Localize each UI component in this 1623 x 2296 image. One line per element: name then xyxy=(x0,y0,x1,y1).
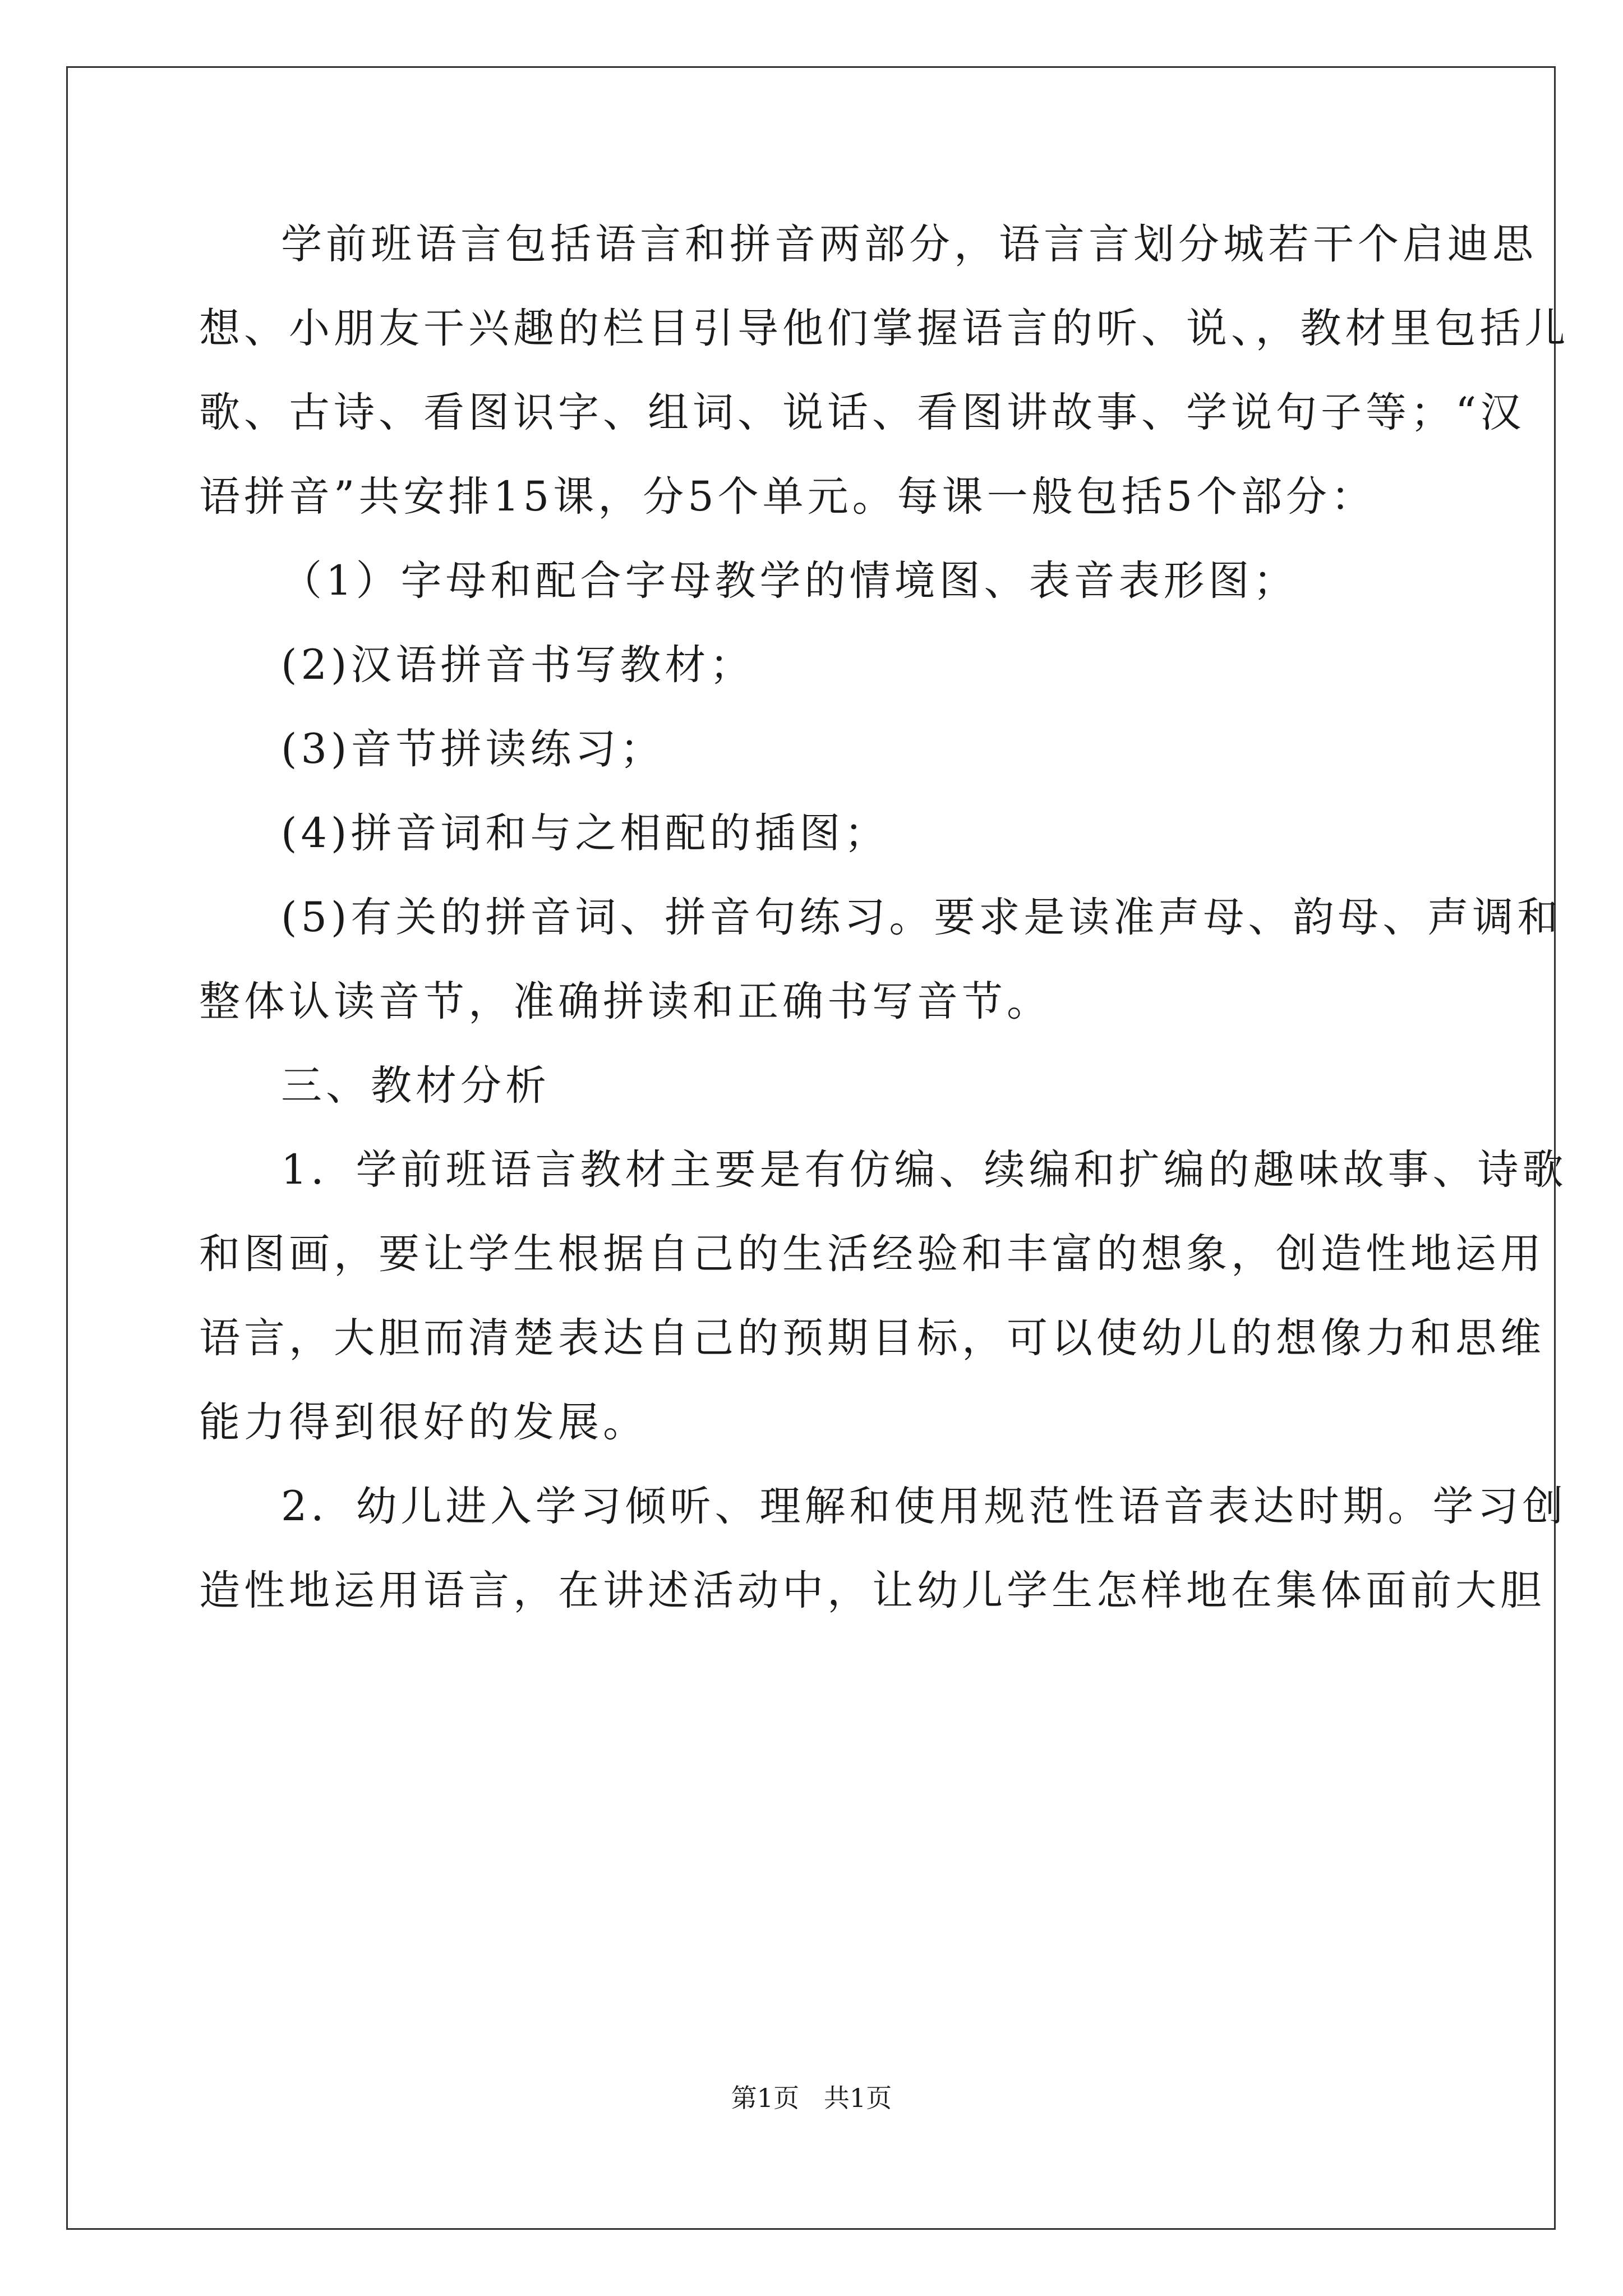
text-line-2: 想、小朋友干兴趣的栏目引导他们掌握语言的听、说、，教材里包括儿 xyxy=(199,305,1570,352)
text-line-15: 能力得到很好的发展。 xyxy=(199,1398,648,1446)
text-line-1: 学前班语言包括语言和拼音两部分，语言言划分城若干个启迪思 xyxy=(281,220,1537,268)
text-line-5: （1）字母和配合字母教学的情境图、表音表形图； xyxy=(281,557,1298,605)
text-line-8: (4)拼音词和与之相配的插图； xyxy=(281,809,889,857)
text-line-3: 歌、古诗、看图识字、组词、说话、看图讲故事、学说句子等；“汉 xyxy=(199,389,1525,436)
text-line-17: 造性地运用语言，在讲述活动中，让幼儿学生怎样地在集体面前大胆 xyxy=(199,1567,1545,1614)
text-line-12: 1．学前班语言教材主要是有仿编、续编和扩编的趣味故事、诗歌 xyxy=(281,1146,1567,1194)
text-line-14: 语言，大胆而清楚表达自己的预期目标，可以使幼儿的想像力和思维 xyxy=(199,1314,1545,1362)
page-footer: 第1页 共1页 xyxy=(731,2083,892,2113)
section-heading: 三、教材分析 xyxy=(281,1062,550,1110)
text-line-16: 2．幼儿进入学习倾听、理解和使用规范性语音表达时期。学习创 xyxy=(281,1483,1567,1530)
text-line-7: (3)音节拼读练习； xyxy=(281,725,665,773)
text-line-6: (2)汉语拼音书写教材； xyxy=(281,641,755,689)
text-line-10: 整体认读音节，准确拼读和正确书写音节。 xyxy=(199,978,1052,1025)
text-line-13: 和图画，要让学生根据自己的生活经验和丰富的想象，创造性地运用 xyxy=(199,1230,1545,1278)
text-line-9: (5)有关的拼音词、拼音句练习。要求是读准声母、韵母、声调和 xyxy=(281,894,1562,941)
text-line-4: 语拼音”共安排15课，分5个单元。每课一般包括5个部分： xyxy=(199,473,1376,521)
